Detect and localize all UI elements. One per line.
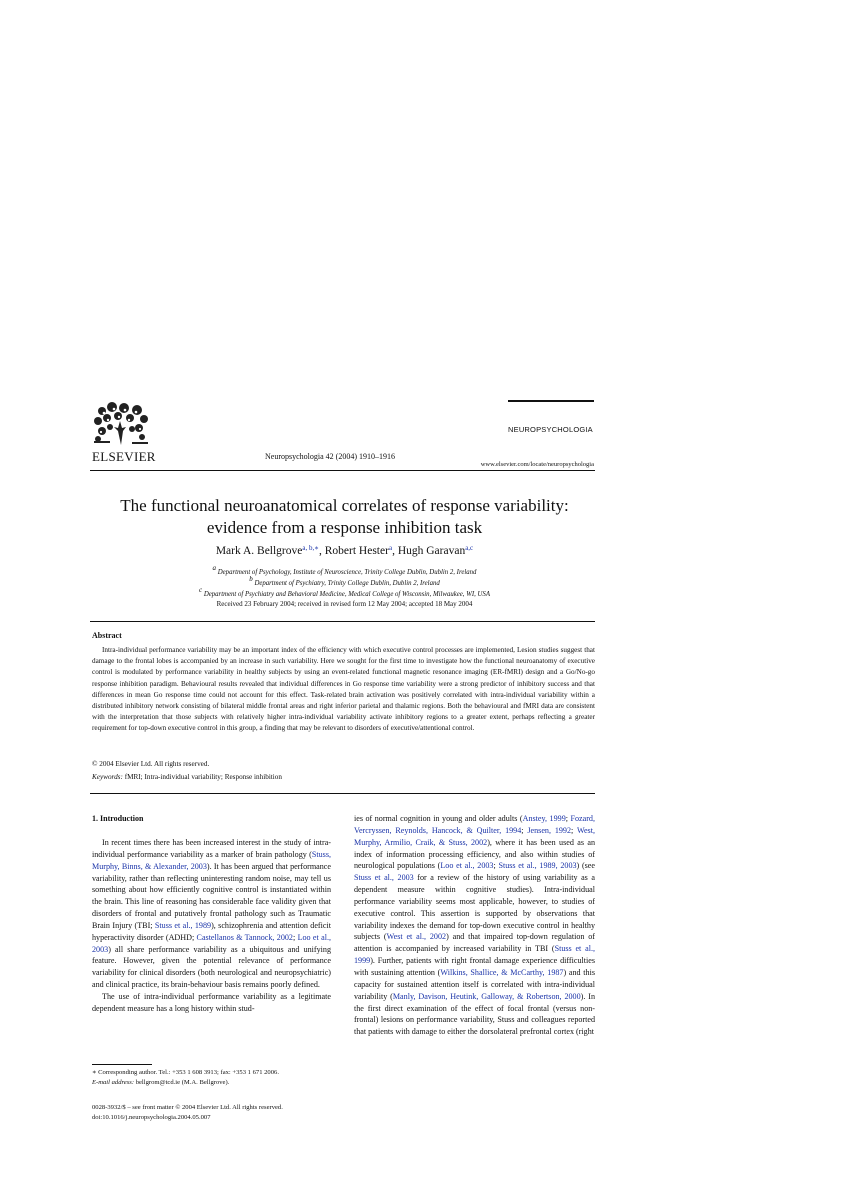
citation-link[interactable]: Loo et al., 2003 (440, 861, 494, 871)
keywords-label: Keywords: (92, 773, 123, 781)
citation-link[interactable]: Loo et al., 2003 (92, 932, 331, 954)
citation-link[interactable]: Fozard, Vercryssen, Reynolds, Hancock, & Quilter, 1994 (354, 814, 595, 835)
doi-line[interactable]: doi:10.1016/j.neuropsychologia.2004.05.007 (92, 1113, 211, 1121)
email-label: E-mail address: (92, 1079, 135, 1086)
paragraph (354, 813, 595, 1038)
received-dates: Received 23 February 2004; received in revised form 12 May 2004; accepted 18 May 2004 (216, 600, 473, 608)
text-run: ; (565, 814, 571, 823)
citation-link[interactable]: West et al., 2002 (386, 932, 447, 942)
issn-line: 0028-3932/$ – see front matter © 2004 Elsevier Ltd. All rights reserved. (92, 1104, 283, 1111)
header-divider (90, 470, 595, 471)
author-list: Mark A. Bellgrove$^{a, b,∗}$, Robert Hester$^a$, Hugh Garavan$^{a,c}$ (215, 544, 474, 557)
text-run: ies of normal cognition in young and older adults ( (354, 814, 523, 823)
section-heading: 1. Introduction (92, 814, 144, 823)
citation-link[interactable]: Wilkins, Shallice, & McCarthy, 1987 (440, 967, 564, 977)
affiliation-mark: a (212, 564, 217, 572)
citation-link[interactable]: Anstey, 1999 (522, 814, 566, 823)
left-column (92, 837, 331, 1015)
abstract-text: Intra-individual performance variability may be an important index of the efficiency with which executive control processes are implemented, Lesion studies suggest that damage to the frontal lobes is accompanied by an increase in such variability. Here we sought for the first time to investigate how the functional neuroanatomy of executive control is modulated by performance variability in healthy subjects by using an event-related functional magnetic resonance imaging (ER-fMRI) design and a Go/No-go response inhibition paradigm. Behavioural results revealed that individual differences in Go response time variability were a strong predictor of inhibitory success and that differences in mean Go response time could not account for this effect. Task-related brain activation was positively correlated with intra-individual variability within a distributed inhibitory network consisting of bilateral middle frontal areas and right inferior parietal and thalamic regions. Both the behavioural and fMRI data are consistent with the interpretation that those subjects with relatively higher intra-individual variability activate inhibitory regions to a greater extent, perhaps reflecting a greater requirement for top-down executive control in this group, a finding that may be relevant to disorders of executive/attentional control. (92, 646, 595, 733)
affiliation-text: Department of Psychology, Institute of Neuroscience, Trinity College Dublin, Dublin 2, Ireland (217, 569, 477, 576)
affiliation-text: Department of Psychiatry and Behavioral Medicine, Medical College of Wisconsin, Milwaukee, WI, USA (203, 591, 490, 598)
author-affiliation-mark[interactable]: a (388, 544, 393, 552)
text-run: ) (see (576, 861, 595, 871)
abstract-top-rule (90, 621, 595, 622)
journal-citation: Neuropsychologia 42 (2004) 1910–1916 (265, 452, 395, 461)
text-run: ). It has been argued that performance variability, rather than reflecting uninteresting random noise, may tell us something about how efficiently cognitive control is instantiated within the brain. This line of reasoning has considerable face validity given that disorders of frontal and putatively frontal pathology such as Traumatic Brain Injury (TBI; (92, 861, 331, 930)
citation-link[interactable]: Stuss et al., 1999 (354, 944, 595, 966)
abstract-copyright: © 2004 Elsevier Ltd. All rights reserved. (92, 760, 210, 768)
journal-url[interactable]: www.elsevier.com/locate/neuropsychologia (480, 461, 594, 468)
citation-link[interactable]: Stuss et al., 2003 (354, 873, 414, 883)
text-run: ; (521, 825, 528, 835)
footnote-rule (92, 1064, 152, 1065)
author-affiliation-mark[interactable]: a,c (465, 544, 474, 552)
text-run: ). In the first direct examination of the effect of focal frontal (versus non-frontal) lesions on performance variability, Stuss and colleagues reported that patients with damage to either the dorsolateral prefrontal cortex (right (354, 991, 596, 1037)
front-matter-info (92, 1103, 352, 1122)
text-run: ) and that impaired top-down regulation of attention is accompanied by increased variability in TBI ( (354, 932, 595, 954)
text-run: ). Further, patients with right frontal damage experience difficulties with sustaining attention ( (354, 956, 595, 977)
citation-link[interactable]: Stuss et al., 1989, 2003 (498, 861, 577, 871)
citation-link[interactable]: Castellanos & Tannock, 2002 (196, 932, 293, 942)
citation-link[interactable]: West, Murphy, Armilio, Craik, & Stuss, 2002 (354, 825, 595, 847)
journal-name: NEUROPSYCHOLOGIA (508, 425, 593, 434)
abstract-bottom-rule (90, 793, 595, 794)
text-run: for a review of the history of using variability as a dependent measure within cognitive studies). Intra-individual performance variability seems most applicable, however, to studies of executive control. This assertion is supported by observations that variability indexes the demand for top-down executive control in healthy subjects ( (354, 873, 595, 942)
affiliation (92, 586, 597, 598)
affiliation-text: Department of Psychiatry, Trinity College Dublin, Dublin 2, Ireland (254, 580, 440, 587)
author-name: Robert Hester (324, 545, 389, 557)
paper-title-line-2: evidence from a response inhibition task (206, 518, 483, 537)
keywords (92, 773, 282, 781)
affiliation-mark: c (199, 586, 203, 594)
affiliation-mark: b (249, 575, 253, 583)
email-address[interactable]: bellgrom@tcd.ie (M.A. Bellgrove). (134, 1079, 230, 1086)
author-name: Hugh Garavan (397, 545, 466, 557)
keywords-text: fMRI; Intra-individual variability; Response inhibition (122, 773, 282, 781)
author-affiliation-mark[interactable]: a, b,∗ (302, 544, 319, 552)
citation-link[interactable]: Jensen, 1992 (527, 825, 572, 835)
text-run: ) all share performance variability as a ubiquitous and unifying feature. However, given the potential relevance of performance variability for clinical disorders (both neurological and neuropsychiatric) and clinical practice, its brain-behaviour basis remains poorly defined. (92, 944, 331, 990)
paper-title (92, 495, 597, 539)
paragraph (92, 837, 331, 991)
paragraph: The use of intra-individual performance variability as a legitimate dependent measure has a long history within stud- (92, 991, 331, 1013)
text-run: ), schizophrenia and attention deficit hyperactivity disorder (ADHD; (92, 920, 331, 942)
citation-link[interactable]: Stuss, Murphy, Binns, & Alexander, 2003 (92, 849, 331, 871)
citation-link[interactable]: Stuss et al., 1989 (154, 920, 212, 930)
text-run: In recent times there has been increased interest in the study of intra-individual performance variability as a marker of brain pathology ( (92, 838, 331, 859)
author-email (92, 1078, 331, 1088)
footnote (92, 1068, 331, 1088)
text-run: ; (571, 825, 577, 835)
abstract-heading: Abstract (92, 631, 122, 640)
header-accent-rule (508, 400, 594, 402)
text-run: ; (493, 861, 499, 871)
author-name: Mark A. Bellgrove (215, 545, 303, 557)
citation-link[interactable]: Manly, Davison, Heutink, Galloway, & Robertson, 2000 (392, 991, 581, 1001)
text-run: ) and this capacity for sustained attention itself is correlated with intra-individual variability ( (354, 967, 595, 1001)
paper-title-line-1: The functional neuroanatomical correlates of response variability: (120, 496, 569, 515)
corresponding-author: ∗ Corresponding author. Tel.: +353 1 608 3913; fax: +353 1 671 2006. (92, 1069, 279, 1076)
publisher-wordmark: ELSEVIER (92, 449, 156, 464)
right-column (354, 813, 595, 1038)
text-run: ), where it has been used as an index of information processing efficiency, and also within studies of neurological populations ( (354, 837, 596, 871)
text-run: ; (292, 932, 298, 942)
